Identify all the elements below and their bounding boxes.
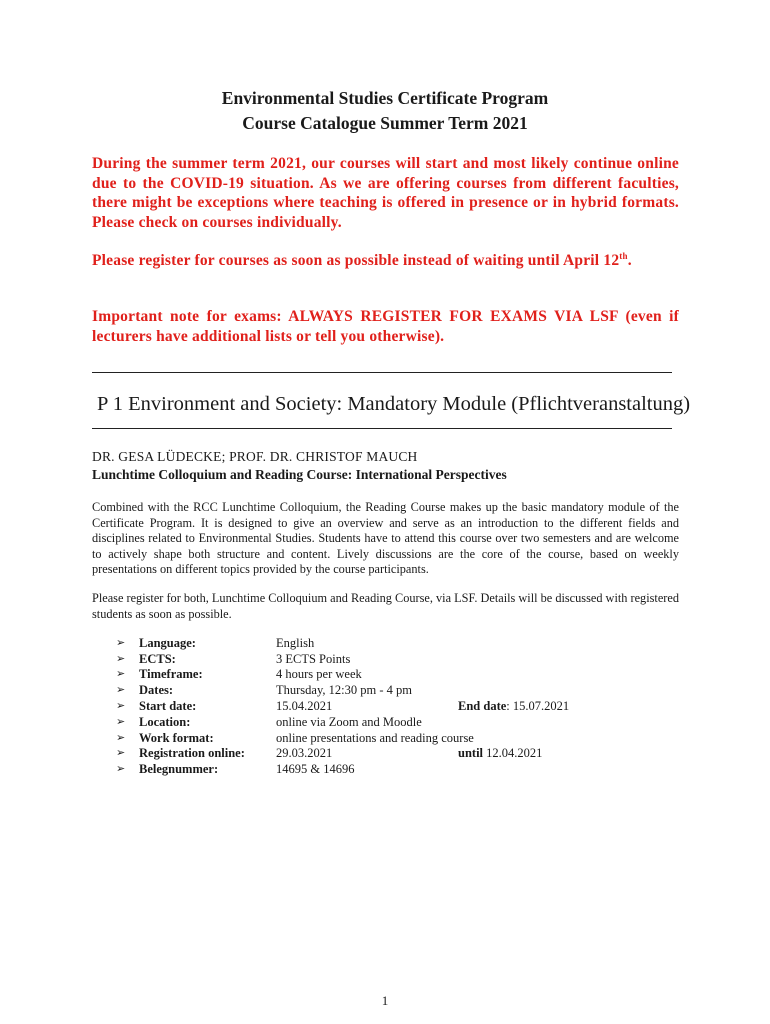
document-title-line1: Environmental Studies Certificate Program bbox=[221, 88, 549, 108]
detail-label: Dates: bbox=[139, 683, 174, 697]
arrow-bullet-icon: ➢ bbox=[116, 668, 126, 680]
course-lecturers: DR. GESA LÜDECKE; PROF. DR. CHRISTOF MAUCH bbox=[92, 449, 418, 464]
detail-value: English bbox=[276, 636, 315, 650]
end-date-label: End date bbox=[458, 699, 507, 713]
divider-top bbox=[92, 372, 672, 373]
course-title: Lunchtime Colloquium and Reading Course: International Perspectives bbox=[92, 467, 507, 482]
register-notice-sup: th bbox=[619, 250, 628, 261]
course-description: Combined with the RCC Lunchtime Colloquium, the Reading Course makes up the basic mandatory module of the Certificate Program. It is designed to give an overview and serve as an introduction to the different fields and disciplines related to Environmental Studies. Students have to attend this course over two semesters and are welcome to actively shape both structure and content. Lively discussions are the core of the course, based on weekly presentations on different topics provided by the course participants. bbox=[92, 500, 679, 577]
detail-value: online presentations and reading course bbox=[276, 731, 474, 745]
arrow-bullet-icon: ➢ bbox=[116, 763, 126, 775]
covid-notice: During the summer term 2021, our courses will start and most likely continue online due to the COVID-19 situation. As we are offering courses from different faculties, there might be exceptions where teaching is offered in presence or in hybrid formats. Please check on courses individually. bbox=[92, 155, 679, 231]
register-notice bbox=[92, 251, 679, 271]
register-notice-text: Please register for courses as soon as possible instead of waiting until April 12 bbox=[92, 252, 620, 269]
detail-value: 29.03.2021 bbox=[276, 746, 333, 760]
arrow-bullet-icon: ➢ bbox=[116, 732, 126, 744]
until-value: 12.04.2021 bbox=[483, 746, 543, 760]
end-date-value: : 15.07.2021 bbox=[506, 699, 570, 713]
page-number: 1 bbox=[381, 993, 389, 1008]
detail-label: Language: bbox=[139, 636, 196, 650]
document-title-line2: Course Catalogue Summer Term 2021 bbox=[242, 113, 528, 133]
arrow-bullet-icon: ➢ bbox=[116, 747, 126, 759]
detail-label: ECTS: bbox=[139, 652, 176, 666]
exam-notice: Important note for exams: ALWAYS REGISTER FOR EXAMS VIA LSF (even if lecturers have additional lists or tell you otherwise). bbox=[92, 308, 679, 345]
detail-label: Start date: bbox=[139, 699, 197, 713]
divider-bottom bbox=[92, 428, 672, 429]
arrow-bullet-icon: ➢ bbox=[116, 684, 126, 696]
detail-label: Registration online: bbox=[139, 746, 245, 760]
detail-label: Work format: bbox=[139, 731, 214, 745]
detail-value: online via Zoom and Moodle bbox=[276, 715, 422, 729]
detail-value: 14695 & 14696 bbox=[276, 762, 355, 776]
course-register-note: Please register for both, Lunchtime Colloquium and Reading Course, via LSF. Details will be discussed with registered students as soon as possible. bbox=[92, 591, 679, 621]
arrow-bullet-icon: ➢ bbox=[116, 700, 126, 712]
registration-until bbox=[458, 746, 542, 761]
until-label: until bbox=[458, 746, 484, 760]
detail-label: Belegnummer: bbox=[139, 762, 219, 776]
module-heading: P 1 Environment and Society: Mandatory Module (Pflichtveranstaltung) bbox=[97, 393, 691, 415]
detail-value: 3 ECTS Points bbox=[276, 652, 351, 666]
detail-value: Thursday, 12:30 pm - 4 pm bbox=[276, 683, 412, 697]
arrow-bullet-icon: ➢ bbox=[116, 653, 126, 665]
detail-value: 15.04.2021 bbox=[276, 699, 333, 713]
detail-label: Location: bbox=[139, 715, 191, 729]
end-date bbox=[458, 699, 569, 714]
detail-label: Timeframe: bbox=[139, 667, 203, 681]
register-notice-end: . bbox=[627, 252, 632, 269]
arrow-bullet-icon: ➢ bbox=[116, 637, 126, 649]
arrow-bullet-icon: ➢ bbox=[116, 716, 126, 728]
detail-value: 4 hours per week bbox=[276, 667, 362, 681]
